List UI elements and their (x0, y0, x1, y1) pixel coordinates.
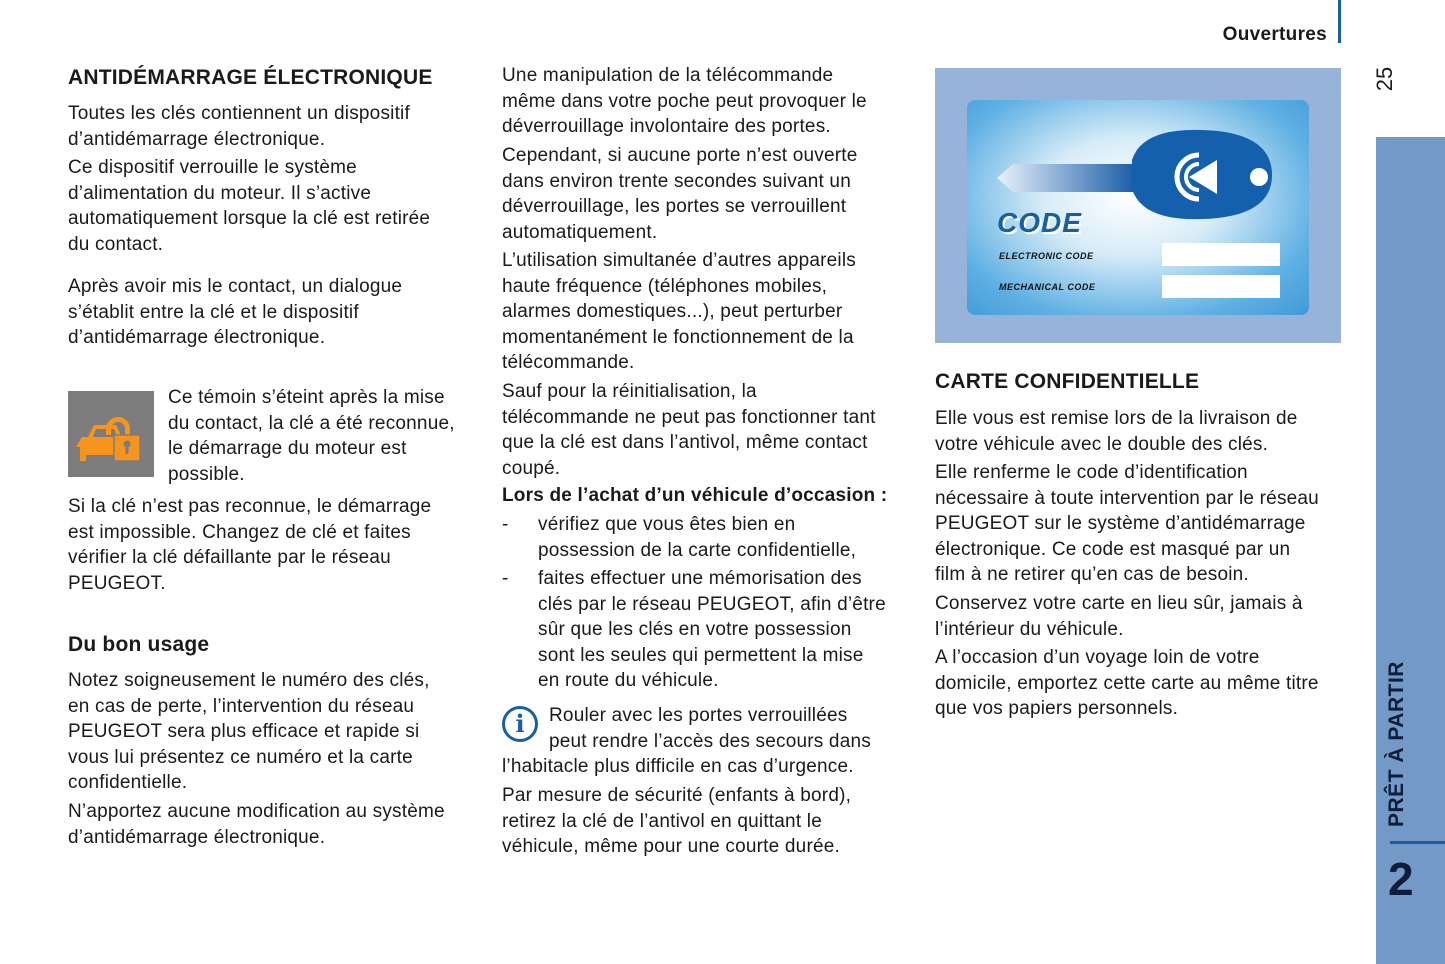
mechanical-code-field (1162, 275, 1280, 298)
paragraph: Conservez votre carte en lieu sûr, jamais à l’intérieur du véhicule. (935, 593, 1303, 640)
paragraph: Une manipulation de la télécommande même dans votre poche peut provoquer le déverrouillage involontaire des portes. (502, 65, 867, 137)
section-title: Ouvertures (1222, 24, 1327, 45)
list-item: faites effectuer une mémorisation des clés par le réseau PEUGEOT, afin d’être sûr que les clés en votre possession sont les seules qui permettent la mise en route du véhicule. (538, 568, 886, 691)
info-note-continued: l’habitacle plus difficile en cas d’urgence. (502, 756, 854, 777)
warning-light-description: Ce témoin s’éteint après la mise du contact, la clé a été reconnue, le démarrage du moteur est possible. (168, 387, 455, 485)
paragraph: L’utilisation simultanée d’autres appareils haute fréquence (téléphones mobiles, alarmes domestiques...), peut perturber momentanément le fonctionnement de la télécommande. (502, 250, 856, 373)
mechanical-code-label: MECHANICAL CODE (999, 282, 1096, 292)
info-icon: i (502, 706, 538, 742)
paragraph: Notez soigneusement le numéro des clés, en cas de perte, l’intervention du réseau PEUGEOT sera plus efficace et rapide si vous lui présentez ce numéro et la carte confidentielle. (68, 670, 430, 793)
paragraph: A l’occasion d’un voyage loin de votre domicile, emportez cette carte au même titre que vos papiers personnels. (935, 647, 1319, 719)
paragraph: Par mesure de sécurité (enfants à bord), retirez la clé de l’antivol en quittant le véhicule, même pour une courte durée. (502, 785, 852, 857)
paragraph: Cependant, si aucune porte n’est ouverte dans environ trente secondes suivant un déverrouillage, les portes se verrouillent automatiquement. (502, 145, 858, 243)
paragraph: Toutes les clés contiennent un dispositif d’antidémarrage électronique. (68, 103, 410, 150)
heading-antidemarrage: ANTIDÉMARRAGE ÉLECTRONIQUE (68, 66, 433, 89)
bullet-marker: - (502, 568, 509, 589)
paragraph: Ce dispositif verrouille le système d’alimentation du moteur. Il s’active automatiquement lorsque la clé est retirée du contact. (68, 157, 431, 255)
chapter-title: PRÊT À PARTIR (1385, 661, 1408, 827)
bullet-marker: - (502, 514, 509, 535)
electronic-code-field (1162, 243, 1280, 266)
immobiliser-warning-icon (68, 391, 154, 477)
paragraph: Après avoir mis le contact, un dialogue s’établit entre la clé et le dispositif d’antidémarrage électronique. (68, 276, 403, 348)
card (967, 100, 1309, 315)
page-number: 25 (1372, 66, 1397, 92)
subheading-bon-usage: Du bon usage (68, 633, 210, 656)
heading-carte-confidentielle: CARTE CONFIDENTIELLE (935, 370, 1200, 393)
chapter-number: 2 (1388, 853, 1414, 905)
header-divider (1338, 0, 1341, 43)
paragraph: Si la clé n’est pas reconnue, le démarrage est impossible. Changez de clé et faites vérifier la clé défaillante par le réseau PEUGEOT. (68, 496, 432, 594)
paragraph: N’apportez aucune modification au système d’antidémarrage électronique. (68, 801, 445, 848)
electronic-code-label: ELECTRONIC CODE (999, 251, 1094, 261)
paragraph: Elle vous est remise lors de la livraison de votre véhicule avec le double des clés. (935, 408, 1298, 455)
card-title: CODE (997, 207, 1082, 238)
chapter-divider (1390, 841, 1445, 844)
list-item: vérifiez que vous êtes bien en possession de la carte confidentielle, (538, 514, 857, 561)
paragraph: Sauf pour la réinitialisation, la télécommande ne peut pas fonctionner tant que la clé est dans l’antivol, même contact coupé. (502, 381, 876, 479)
used-vehicle-heading: Lors de l’achat d’un véhicule d’occasion : (502, 485, 888, 506)
chapter-tab (1376, 137, 1445, 964)
confidential-card-image (935, 68, 1341, 343)
info-note: Rouler avec les portes verrouillées peut rendre l’accès des secours dans (549, 705, 871, 752)
paragraph: Elle renferme le code d’identification nécessaire à toute intervention par le réseau PEUGEOT sur le système d’antidémarrage électronique. Ce code est masqué par un film à ne retirer qu’en cas de besoin. (935, 462, 1319, 585)
